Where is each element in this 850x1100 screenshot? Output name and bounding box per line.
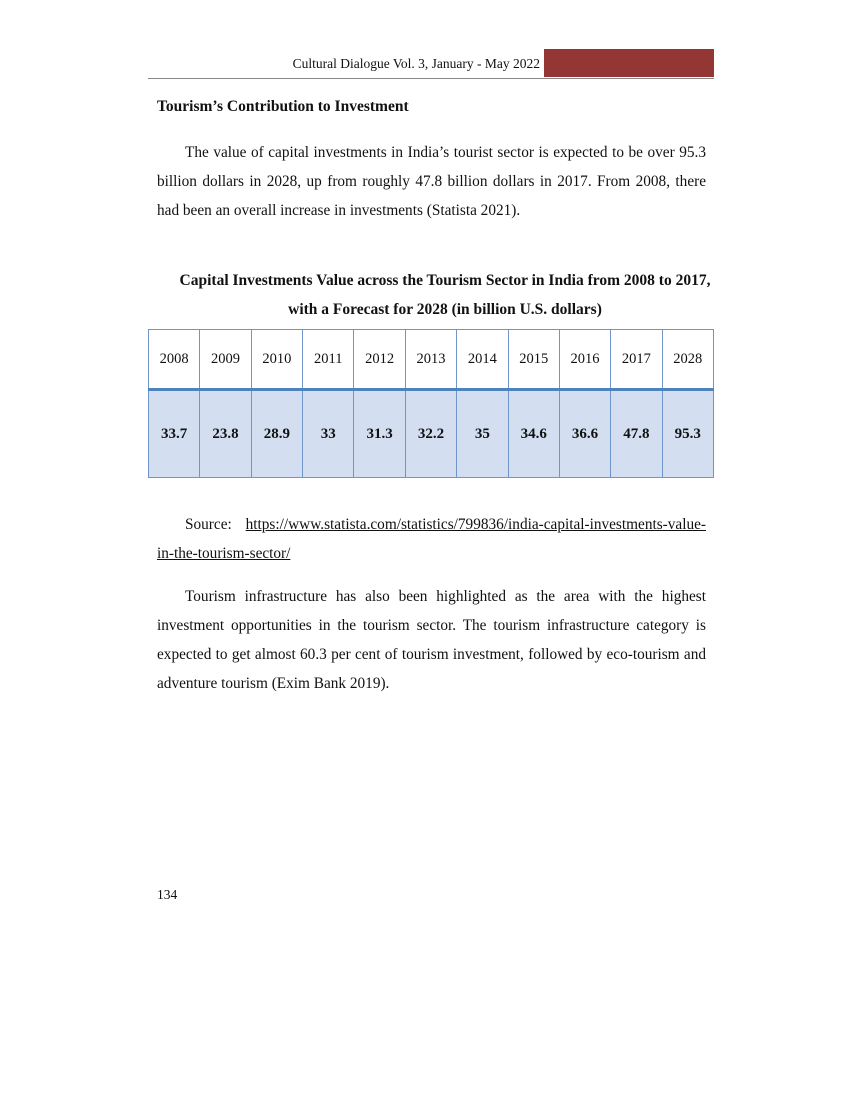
running-title: Cultural Dialogue Vol. 3, January - May 2022 xyxy=(292,56,540,71)
investment-value: 95.3 xyxy=(662,390,713,478)
year-header: 2012 xyxy=(354,330,405,390)
header-accent-bar xyxy=(544,49,714,77)
year-header: 2015 xyxy=(508,330,559,390)
section-title: Tourism’s Contribution to Investment xyxy=(157,98,409,115)
investment-value: 47.8 xyxy=(611,390,662,478)
source-line xyxy=(157,510,706,568)
table-value-row xyxy=(149,390,714,478)
investment-value: 33.7 xyxy=(149,390,200,478)
source-link[interactable]: https://www.statista.com/statistics/799836/india-capital-investments-value-in-the-tourism-sector/ xyxy=(157,516,706,562)
year-header: 2017 xyxy=(611,330,662,390)
paragraph-infrastructure: Tourism infrastructure has also been highlighted as the area with the highest investment opportunities in the tourism sector. The tourism infrastructure category is expected to get almost 60.3 per cent of tourism investment, followed by eco-tourism and adventure tourism (Exim Bank 2019). xyxy=(157,588,706,692)
running-header xyxy=(148,49,714,79)
investment-value: 31.3 xyxy=(354,390,405,478)
year-header: 2016 xyxy=(559,330,610,390)
paragraph-intro: The value of capital investments in India’s tourist sector is expected to be over 95.3 billion dollars in 2028, up from roughly 47.8 billion dollars in 2017. From 2008, there had been an overall increase in investments (Statista 2021). xyxy=(157,144,706,219)
source-label: Source: xyxy=(185,516,232,533)
investment-value: 36.6 xyxy=(559,390,610,478)
table-title: Capital Investments Value across the Tourism Sector in India from 2008 to 2017, with a Forecast for 2028 (in billion U.S. dollars) xyxy=(179,272,711,318)
year-header: 2009 xyxy=(200,330,251,390)
year-header: 2014 xyxy=(457,330,508,390)
table-header-row xyxy=(149,330,714,390)
year-header: 2028 xyxy=(662,330,713,390)
investment-table xyxy=(148,329,714,478)
year-header: 2013 xyxy=(405,330,456,390)
investment-value: 34.6 xyxy=(508,390,559,478)
investment-value: 23.8 xyxy=(200,390,251,478)
page-number: 134 xyxy=(157,887,178,902)
investment-value: 35 xyxy=(457,390,508,478)
year-header: 2010 xyxy=(251,330,302,390)
investment-value: 28.9 xyxy=(251,390,302,478)
year-header: 2008 xyxy=(149,330,200,390)
year-header: 2011 xyxy=(303,330,354,390)
header-rule xyxy=(148,78,714,79)
investment-value: 33 xyxy=(303,390,354,478)
investment-value: 32.2 xyxy=(405,390,456,478)
